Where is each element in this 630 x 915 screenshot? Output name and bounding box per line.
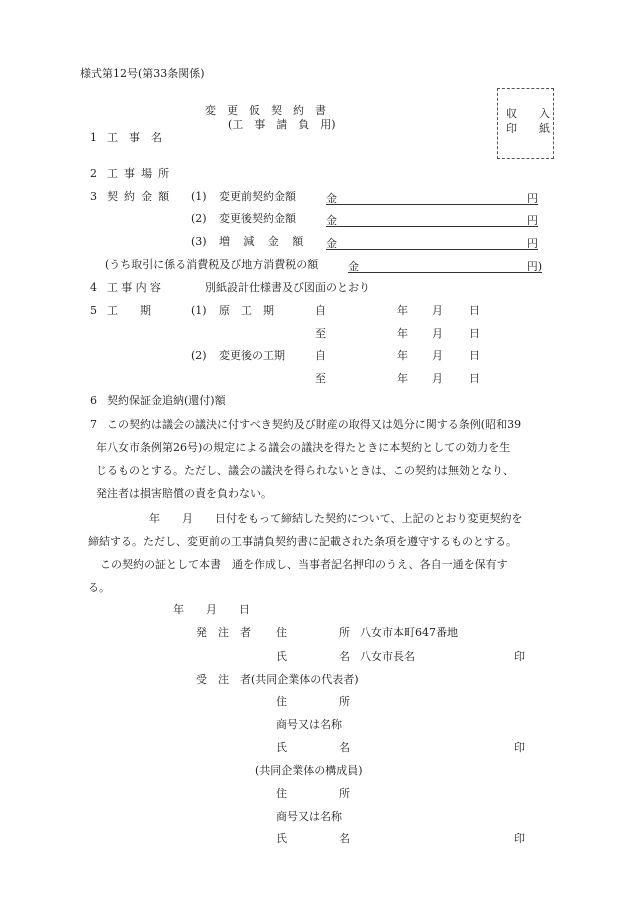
orderer-seal: 印 (514, 650, 525, 663)
item-3-label: 契約金額 (107, 190, 176, 203)
amount-row-2-yen: 円 (527, 214, 538, 227)
stamp-text-line1: 収 入 (506, 107, 550, 120)
period-2-number: (2) (191, 349, 207, 362)
period-1-number: (1) (191, 304, 207, 317)
member-seal: 印 (514, 832, 525, 845)
item-4-value: 別紙設計仕様書及び図面のとおり (205, 281, 370, 294)
tax-yen: 円) (526, 260, 542, 273)
period-1-to-day: 日 (469, 327, 480, 340)
amount-row-3-field (326, 235, 538, 250)
period-1-from: 自 (315, 304, 326, 317)
period-2-to: 至 (315, 372, 326, 385)
tax-amount-field (348, 258, 542, 273)
period-1-from-month: 月 (432, 304, 443, 317)
member-name-label-2: 名 (339, 832, 350, 845)
revenue-stamp-box (497, 88, 554, 159)
period-2-to-year: 年 (397, 372, 408, 385)
member-address-label-1: 住 (276, 787, 287, 800)
amount-row-2-number: (2) (191, 212, 207, 225)
amount-row-3-number: (3) (191, 235, 207, 248)
contractor-company-label: 商号又は名称 (276, 718, 342, 731)
contractor-name-label-2: 名 (339, 741, 350, 754)
body-paragraph-2-line1: この契約の証として本書 通を作成し、当事者記名押印のうえ、各自一通を保有す (100, 558, 508, 571)
item-2-label: 工事場所 (107, 167, 176, 180)
period-1-label: 原 工 期 (219, 304, 274, 317)
item-6-number: 6 (90, 394, 97, 407)
body-paragraph-2-line2: る。 (88, 581, 110, 594)
period-2-to-month: 月 (432, 372, 443, 385)
member-company-label: 商号又は名称 (276, 810, 342, 823)
document-subtitle: (工 事 請 負 用) (228, 118, 336, 131)
period-1-from-year: 年 (397, 304, 408, 317)
contractor-name-label-1: 氏 (276, 741, 287, 754)
amount-row-2-kin: 金 (326, 214, 337, 227)
contractor-label: 受 注 者(共同企業体の代表者) (196, 673, 359, 686)
contractor-address-label-1: 住 (276, 695, 287, 708)
item-2-number: 2 (90, 167, 97, 180)
tax-kin: 金 (348, 260, 359, 273)
orderer-name: 八女市長名 (360, 650, 415, 663)
amount-row-1-yen: 円 (527, 192, 538, 205)
item-6-label: 契約保証金追納(還付)額 (107, 394, 226, 407)
period-1-to-year: 年 (397, 327, 408, 340)
tax-label: (うち取引に係る消費税及び地方消費税の額 (105, 258, 319, 271)
contractor-address-label-2: 所 (339, 695, 350, 708)
contractor-seal: 印 (514, 741, 525, 754)
period-2-to-day: 日 (469, 372, 480, 385)
amount-row-3-yen: 円 (527, 237, 538, 250)
orderer-address: 八女市本町647番地 (360, 626, 458, 639)
stamp-text-line2: 印 紙 (506, 122, 550, 135)
member-address-label-2: 所 (339, 787, 350, 800)
item-1-number: 1 (90, 131, 97, 144)
period-1-from-day: 日 (469, 304, 480, 317)
item-7-line4: 発注者は損害賠償の責を負わない。 (96, 487, 272, 500)
item-4-label: 工事内容 (107, 281, 165, 294)
orderer-address-label-1: 住 (276, 626, 287, 639)
item-4-number: 4 (90, 281, 97, 294)
period-2-from-month: 月 (432, 349, 443, 362)
orderer-address-label-2: 所 (339, 626, 350, 639)
amount-row-3-kin: 金 (326, 237, 337, 250)
orderer-name-label-2: 名 (339, 650, 350, 663)
member-label: (共同企業体の構成員) (255, 764, 363, 777)
item-7-line2: 年八女市条例第26号)の規定による議会の議決を得たときに本契約としての効力を生 (96, 441, 511, 454)
period-2-from-day: 日 (469, 349, 480, 362)
amount-row-1-field (326, 190, 538, 205)
item-7-number: 7 (90, 418, 97, 431)
item-7-line3: じるものとする。ただし、議会の議決を得られないときは、この契約は無効となり、 (96, 464, 514, 477)
amount-row-1-label: 変更前契約金額 (219, 190, 296, 203)
period-1-to: 至 (315, 327, 326, 340)
item-7-line1: この契約は議会の議決に付すべき契約及び財産の取得又は処分に関する条例(昭和39 (107, 418, 522, 431)
period-2-label: 変更後の工期 (219, 349, 285, 362)
orderer-name-label-1: 氏 (276, 650, 287, 663)
member-name-label-1: 氏 (276, 832, 287, 845)
amount-row-3-label: 増 減 金 額 (219, 235, 309, 248)
item-1-label: 工 事 名 (107, 131, 162, 144)
period-1-to-month: 月 (432, 327, 443, 340)
item-5-number: 5 (90, 304, 97, 317)
item-3-number: 3 (90, 190, 97, 203)
signing-date: 年 月 日 (173, 603, 250, 616)
body-paragraph-1-line2: 締結する。ただし、変更前の工事請負契約書に記載された条項を遵守するものとする。 (88, 535, 517, 548)
period-2-from: 自 (315, 349, 326, 362)
form-number: 様式第12号(第33条関係) (80, 67, 205, 80)
orderer-label: 発 注 者 (196, 626, 251, 639)
item-5-label: 工 期 (107, 304, 151, 317)
body-paragraph-1-line1: 年 月 日付をもって締結した契約について、上記のとおり変更契約を (149, 512, 523, 525)
amount-row-2-field (326, 212, 538, 227)
amount-row-1-number: (1) (191, 190, 207, 203)
document-title: 変 更 仮 契 約 書 (205, 104, 326, 117)
period-2-from-year: 年 (397, 349, 408, 362)
amount-row-2-label: 変更後契約金額 (219, 212, 296, 225)
amount-row-1-kin: 金 (326, 192, 337, 205)
